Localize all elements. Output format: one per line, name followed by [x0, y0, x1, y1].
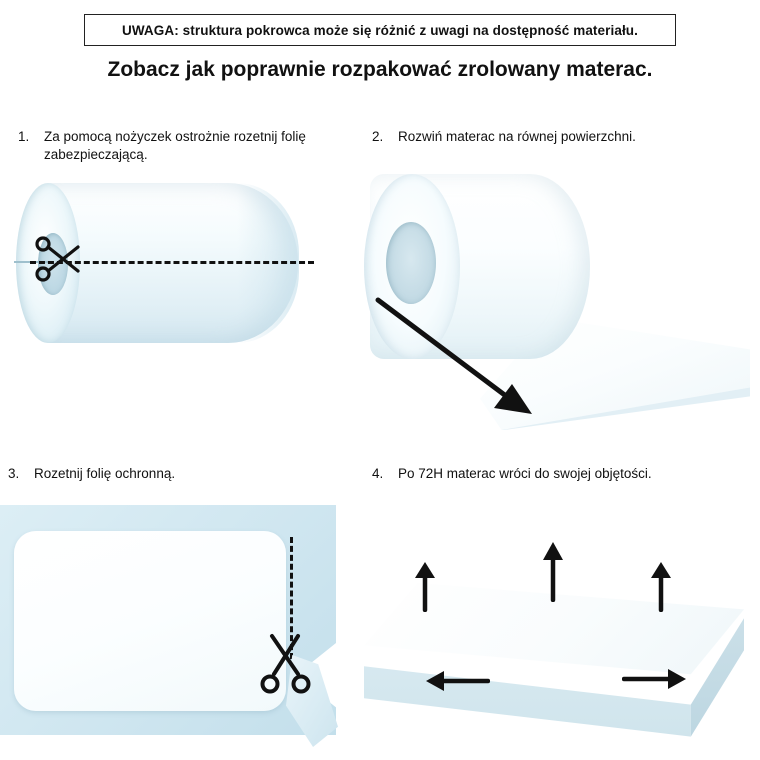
step-2-text: Rozwiń materac na równej powierzchni. [398, 129, 636, 144]
flat-mattress [14, 531, 286, 711]
step-1-number: 1. [18, 129, 30, 144]
step-3-text: Rozetnij folię ochronną. [34, 466, 176, 481]
step-3-number: 3. [8, 466, 20, 481]
step-1-illustration [8, 175, 338, 375]
step-1-heading [18, 128, 328, 164]
step-4-text: Po 72H materac wróci do swojej objętości. [398, 466, 652, 481]
arrow-right-icon [622, 666, 688, 692]
unroll-direction-arrow-icon [364, 290, 564, 430]
arrow-up-left-icon [412, 560, 438, 612]
step-3-illustration [0, 505, 336, 747]
step-2-heading [372, 128, 702, 146]
step-2-number: 2. [372, 129, 384, 144]
scissors-icon [34, 233, 86, 285]
step-2-illustration [360, 168, 752, 430]
step-3-heading [8, 465, 328, 483]
scissors-icon [258, 630, 320, 696]
notice-text: UWAGA: struktura pokrowca może się różnić z uwagi na dostępność materiału. [121, 22, 638, 38]
step-1-text: Za pomocą nożyczek ostrożnie rozetnij folię zabezpieczającą. [44, 129, 306, 163]
arrow-left-icon [424, 668, 490, 694]
arrow-up-right-icon [648, 560, 674, 612]
step-4-number: 4. [372, 466, 384, 481]
step-4-heading [372, 465, 722, 483]
notice-box [84, 14, 676, 46]
page-title: Zobacz jak poprawnie rozpakować zrolowany materac. [107, 58, 653, 81]
arrow-up-center-icon [540, 540, 566, 602]
